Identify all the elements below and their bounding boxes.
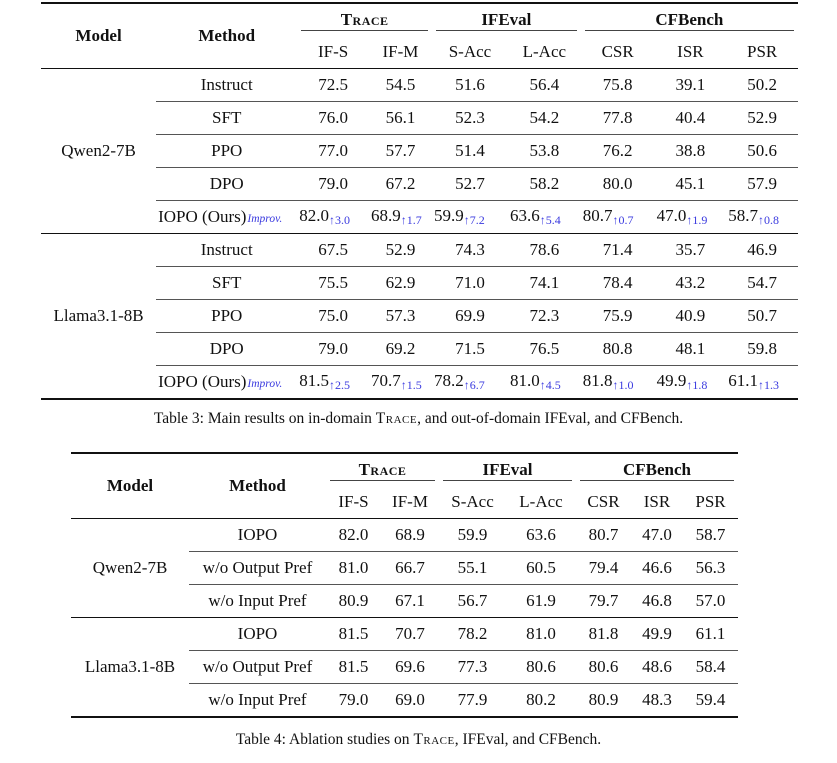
value-cell: 69.0 bbox=[381, 684, 439, 718]
group-header-ifeval: IFEval bbox=[439, 453, 576, 486]
value-cell: 67.5 bbox=[318, 240, 348, 259]
method-cell: IOPO bbox=[237, 525, 278, 544]
value-cell: 74.3 bbox=[455, 240, 485, 259]
value-cell: 70.7 bbox=[395, 624, 425, 643]
value-cell: 69.9 bbox=[432, 300, 508, 333]
value-cell: 72.3 bbox=[508, 300, 581, 333]
col-header-model: Model bbox=[75, 26, 122, 45]
value: 59.9 bbox=[433, 206, 464, 225]
value: 68.9 bbox=[370, 206, 401, 225]
group-header-cfbench: CFBench bbox=[576, 453, 738, 486]
value-cell: 56.7 bbox=[439, 585, 506, 618]
value-cell: 79.4 bbox=[576, 552, 631, 585]
value-cell: 57.0 bbox=[683, 585, 738, 618]
value-cell: 46.8 bbox=[631, 585, 683, 618]
delta: ↑1.3 bbox=[758, 378, 779, 392]
value-cell: 67.1 bbox=[381, 585, 439, 618]
value-cell: 54.5 bbox=[385, 75, 416, 94]
value-cell: 72.5 bbox=[318, 75, 348, 94]
col-header-if-s: IF-S bbox=[318, 42, 349, 61]
col-header-isr: ISR bbox=[643, 492, 671, 511]
value-cell: 46.6 bbox=[631, 552, 683, 585]
value-cell: 35.7 bbox=[675, 240, 706, 259]
value-cell: 52.9 bbox=[385, 240, 416, 259]
value-cell: 48.1 bbox=[655, 333, 727, 366]
value-cell: 75.0 bbox=[297, 300, 369, 333]
value: 63.6 bbox=[509, 206, 540, 225]
method-cell: Instruct bbox=[200, 240, 253, 259]
delta: ↑1.7 bbox=[400, 213, 422, 227]
col-header-l-acc: L-Acc bbox=[519, 492, 563, 511]
group-header-cfbench: CFBench bbox=[581, 3, 798, 36]
value-cell: 80.7 bbox=[588, 525, 619, 544]
value-cell: 71.0 bbox=[432, 267, 508, 300]
improv-label: Improv. bbox=[247, 378, 283, 390]
value-cell: 47.0 bbox=[642, 525, 672, 544]
value-cell: 80.0 bbox=[581, 168, 655, 201]
value: 81.8 bbox=[582, 371, 613, 390]
value-cell: 61.1 bbox=[695, 624, 726, 643]
value-cell: 58.4 bbox=[683, 651, 738, 684]
value-cell: 48.3 bbox=[631, 684, 683, 718]
group-header-trace: Trace bbox=[326, 453, 439, 486]
value-cell: 82.0 bbox=[338, 525, 369, 544]
value-cell: 58.7 bbox=[695, 525, 726, 544]
method-cell bbox=[156, 366, 297, 400]
value-cell: 39.1 bbox=[675, 75, 706, 94]
value-cell: 51.4 bbox=[432, 135, 508, 168]
value-cell: 56.4 bbox=[529, 75, 560, 94]
value-cell: 76.2 bbox=[581, 135, 655, 168]
value-cell: 75.9 bbox=[581, 300, 655, 333]
method-cell: w/o Input Pref bbox=[189, 684, 326, 718]
delta: ↑0.7 bbox=[612, 213, 634, 227]
caption-trace: Trace bbox=[413, 731, 455, 748]
value-cell: 69.6 bbox=[381, 651, 439, 684]
table-row bbox=[41, 69, 798, 102]
col-header-psr: PSR bbox=[695, 492, 726, 511]
value-cell bbox=[508, 366, 581, 400]
method-cell: IOPO bbox=[237, 624, 278, 643]
value-cell: 40.9 bbox=[655, 300, 727, 333]
value-cell: 81.5 bbox=[338, 624, 369, 643]
method-cell: DPO bbox=[156, 333, 297, 366]
value-cell: 53.8 bbox=[508, 135, 581, 168]
value-cell: 59.4 bbox=[683, 684, 738, 718]
value-cell: 71.5 bbox=[432, 333, 508, 366]
value-cell: 69.2 bbox=[369, 333, 432, 366]
value-cell bbox=[369, 366, 432, 400]
value-cell: 59.9 bbox=[457, 525, 488, 544]
value-cell bbox=[581, 201, 655, 234]
delta: ↑1.8 bbox=[686, 378, 708, 392]
value-cell: 78.4 bbox=[581, 267, 655, 300]
value-cell: 77.3 bbox=[439, 651, 506, 684]
value-cell: 79.0 bbox=[326, 684, 381, 718]
value-cell: 46.9 bbox=[747, 240, 777, 259]
col-header-isr: ISR bbox=[677, 42, 704, 61]
col-header-csr: CSR bbox=[587, 492, 620, 511]
value-cell: 75.5 bbox=[297, 267, 369, 300]
model-cell: Qwen2-7B bbox=[92, 558, 168, 577]
value-cell: 56.3 bbox=[683, 552, 738, 585]
col-header-method: Method bbox=[198, 26, 256, 45]
table-row bbox=[71, 618, 738, 651]
col-header-csr: CSR bbox=[601, 42, 634, 61]
value-cell: 57.7 bbox=[369, 135, 432, 168]
value-cell bbox=[655, 366, 727, 400]
table-4 bbox=[71, 452, 738, 718]
value-cell: 77.0 bbox=[297, 135, 369, 168]
table-row bbox=[41, 234, 798, 267]
method-cell: DPO bbox=[156, 168, 297, 201]
value: 58.7 bbox=[728, 206, 758, 225]
value-cell: 55.1 bbox=[439, 552, 506, 585]
value-cell bbox=[726, 366, 798, 400]
value-cell: 57.3 bbox=[369, 300, 432, 333]
value-cell: 43.2 bbox=[655, 267, 727, 300]
value-cell: 80.6 bbox=[506, 651, 576, 684]
caption-trace: Trace bbox=[375, 410, 418, 427]
value: 47.0 bbox=[656, 206, 687, 225]
value-cell bbox=[726, 201, 798, 234]
method-cell: w/o Input Pref bbox=[189, 585, 326, 618]
value-cell: 57.9 bbox=[726, 168, 798, 201]
value-cell: 77.8 bbox=[581, 102, 655, 135]
method-cell: SFT bbox=[156, 267, 297, 300]
value-cell: 80.9 bbox=[576, 684, 631, 718]
method-cell: PPO bbox=[156, 135, 297, 168]
value-cell: 54.2 bbox=[508, 102, 581, 135]
caption-suffix: , and out-of-domain IFEval, and CFBench. bbox=[417, 410, 684, 427]
value-cell: 50.6 bbox=[726, 135, 798, 168]
value: 70.7 bbox=[370, 371, 401, 390]
delta: ↑5.4 bbox=[539, 213, 561, 227]
model-cell: Llama3.1-8B bbox=[41, 234, 156, 400]
table-row bbox=[71, 519, 738, 552]
value-cell: 49.9 bbox=[642, 624, 672, 643]
table-4-caption bbox=[0, 731, 837, 749]
value-cell: 56.1 bbox=[369, 102, 432, 135]
delta: ↑7.2 bbox=[463, 213, 485, 227]
value-cell: 59.8 bbox=[726, 333, 798, 366]
caption-prefix: Table 4: Ablation studies on bbox=[235, 731, 414, 748]
method-cell: w/o Output Pref bbox=[189, 552, 326, 585]
value: 78.2 bbox=[433, 371, 464, 390]
value-cell: 78.6 bbox=[529, 240, 560, 259]
value-cell: 80.6 bbox=[576, 651, 631, 684]
caption-prefix: Table 3: Main results on in-domain bbox=[153, 410, 376, 427]
col-header-model: Model bbox=[106, 476, 154, 495]
value-cell: 80.8 bbox=[581, 333, 655, 366]
col-header-s-acc: S-Acc bbox=[448, 42, 492, 61]
col-header-if-s: IF-S bbox=[338, 492, 369, 511]
method-cell: PPO bbox=[156, 300, 297, 333]
model-cell: Llama3.1-8B bbox=[71, 618, 189, 718]
value-cell: 40.4 bbox=[655, 102, 727, 135]
col-header-if-m: IF-M bbox=[382, 42, 419, 61]
value-cell: 61.9 bbox=[506, 585, 576, 618]
value-cell: 51.6 bbox=[455, 75, 485, 94]
caption-suffix: , IFEval, and CFBench. bbox=[454, 731, 602, 748]
value-cell: 79.7 bbox=[576, 585, 631, 618]
model-cell: Qwen2-7B bbox=[61, 141, 136, 160]
method-cell: w/o Output Pref bbox=[189, 651, 326, 684]
value-cell: 66.7 bbox=[381, 552, 439, 585]
value-cell: 71.4 bbox=[602, 240, 633, 259]
value-cell: 68.9 bbox=[395, 525, 425, 544]
group-header-ifeval: IFEval bbox=[432, 3, 581, 36]
value-cell bbox=[432, 366, 508, 400]
value-cell bbox=[297, 366, 369, 400]
col-header-psr: PSR bbox=[747, 42, 778, 61]
value-cell bbox=[432, 201, 508, 234]
value-cell: 52.3 bbox=[432, 102, 508, 135]
value: 81.5 bbox=[299, 371, 330, 390]
delta: ↑4.5 bbox=[539, 378, 561, 392]
value-cell: 79.0 bbox=[297, 333, 369, 366]
value-cell: 52.7 bbox=[432, 168, 508, 201]
value-cell: 81.5 bbox=[326, 651, 381, 684]
method-cell: Instruct bbox=[200, 75, 253, 94]
col-header-l-acc: L-Acc bbox=[522, 42, 567, 61]
value-cell: 58.2 bbox=[508, 168, 581, 201]
value-cell: 63.6 bbox=[526, 525, 556, 544]
value-cell bbox=[297, 201, 369, 234]
value-cell: 80.9 bbox=[326, 585, 381, 618]
col-header-s-acc: S-Acc bbox=[451, 492, 494, 511]
value-cell: 52.9 bbox=[726, 102, 798, 135]
delta: ↑6.7 bbox=[463, 378, 485, 392]
method-cell: SFT bbox=[156, 102, 297, 135]
improv-label: Improv. bbox=[247, 213, 283, 225]
delta: ↑1.5 bbox=[400, 378, 422, 392]
table-3 bbox=[41, 2, 798, 400]
table-3-caption bbox=[0, 410, 837, 428]
value-cell: 76.0 bbox=[297, 102, 369, 135]
value-cell: 79.0 bbox=[297, 168, 369, 201]
value-cell bbox=[655, 201, 727, 234]
value-cell: 74.1 bbox=[508, 267, 581, 300]
delta: ↑1.9 bbox=[686, 213, 708, 227]
col-header-method: Method bbox=[229, 476, 286, 495]
value: 82.0 bbox=[299, 206, 330, 225]
value: 61.1 bbox=[728, 371, 758, 390]
value: 81.0 bbox=[509, 371, 540, 390]
value-cell: 76.5 bbox=[508, 333, 581, 366]
value-cell: 50.2 bbox=[747, 75, 777, 94]
value-cell: 78.2 bbox=[457, 624, 488, 643]
value-cell: 77.9 bbox=[439, 684, 506, 718]
value-cell: 81.0 bbox=[526, 624, 556, 643]
value-cell: 75.8 bbox=[602, 75, 633, 94]
delta: ↑2.5 bbox=[329, 378, 351, 392]
value-cell: 50.7 bbox=[726, 300, 798, 333]
value-cell: 45.1 bbox=[655, 168, 727, 201]
value-cell bbox=[508, 201, 581, 234]
col-header-if-m: IF-M bbox=[392, 492, 428, 511]
method-cell bbox=[156, 201, 297, 234]
value-cell: 81.0 bbox=[326, 552, 381, 585]
value-cell: 54.7 bbox=[726, 267, 798, 300]
delta: ↑3.0 bbox=[329, 213, 351, 227]
method-label: IOPO (Ours) bbox=[158, 207, 247, 226]
group-header-trace: Trace bbox=[297, 3, 432, 36]
value-cell: 81.8 bbox=[588, 624, 619, 643]
delta: ↑1.0 bbox=[612, 378, 634, 392]
value-cell: 38.8 bbox=[655, 135, 727, 168]
value-cell: 62.9 bbox=[369, 267, 432, 300]
value: 49.9 bbox=[656, 371, 687, 390]
value-cell: 60.5 bbox=[506, 552, 576, 585]
value-cell: 48.6 bbox=[631, 651, 683, 684]
value-cell bbox=[581, 366, 655, 400]
value-cell: 67.2 bbox=[369, 168, 432, 201]
value: 80.7 bbox=[582, 206, 613, 225]
delta: ↑0.8 bbox=[758, 213, 779, 227]
value-cell bbox=[369, 201, 432, 234]
method-label: IOPO (Ours) bbox=[158, 372, 247, 391]
value-cell: 80.2 bbox=[506, 684, 576, 718]
